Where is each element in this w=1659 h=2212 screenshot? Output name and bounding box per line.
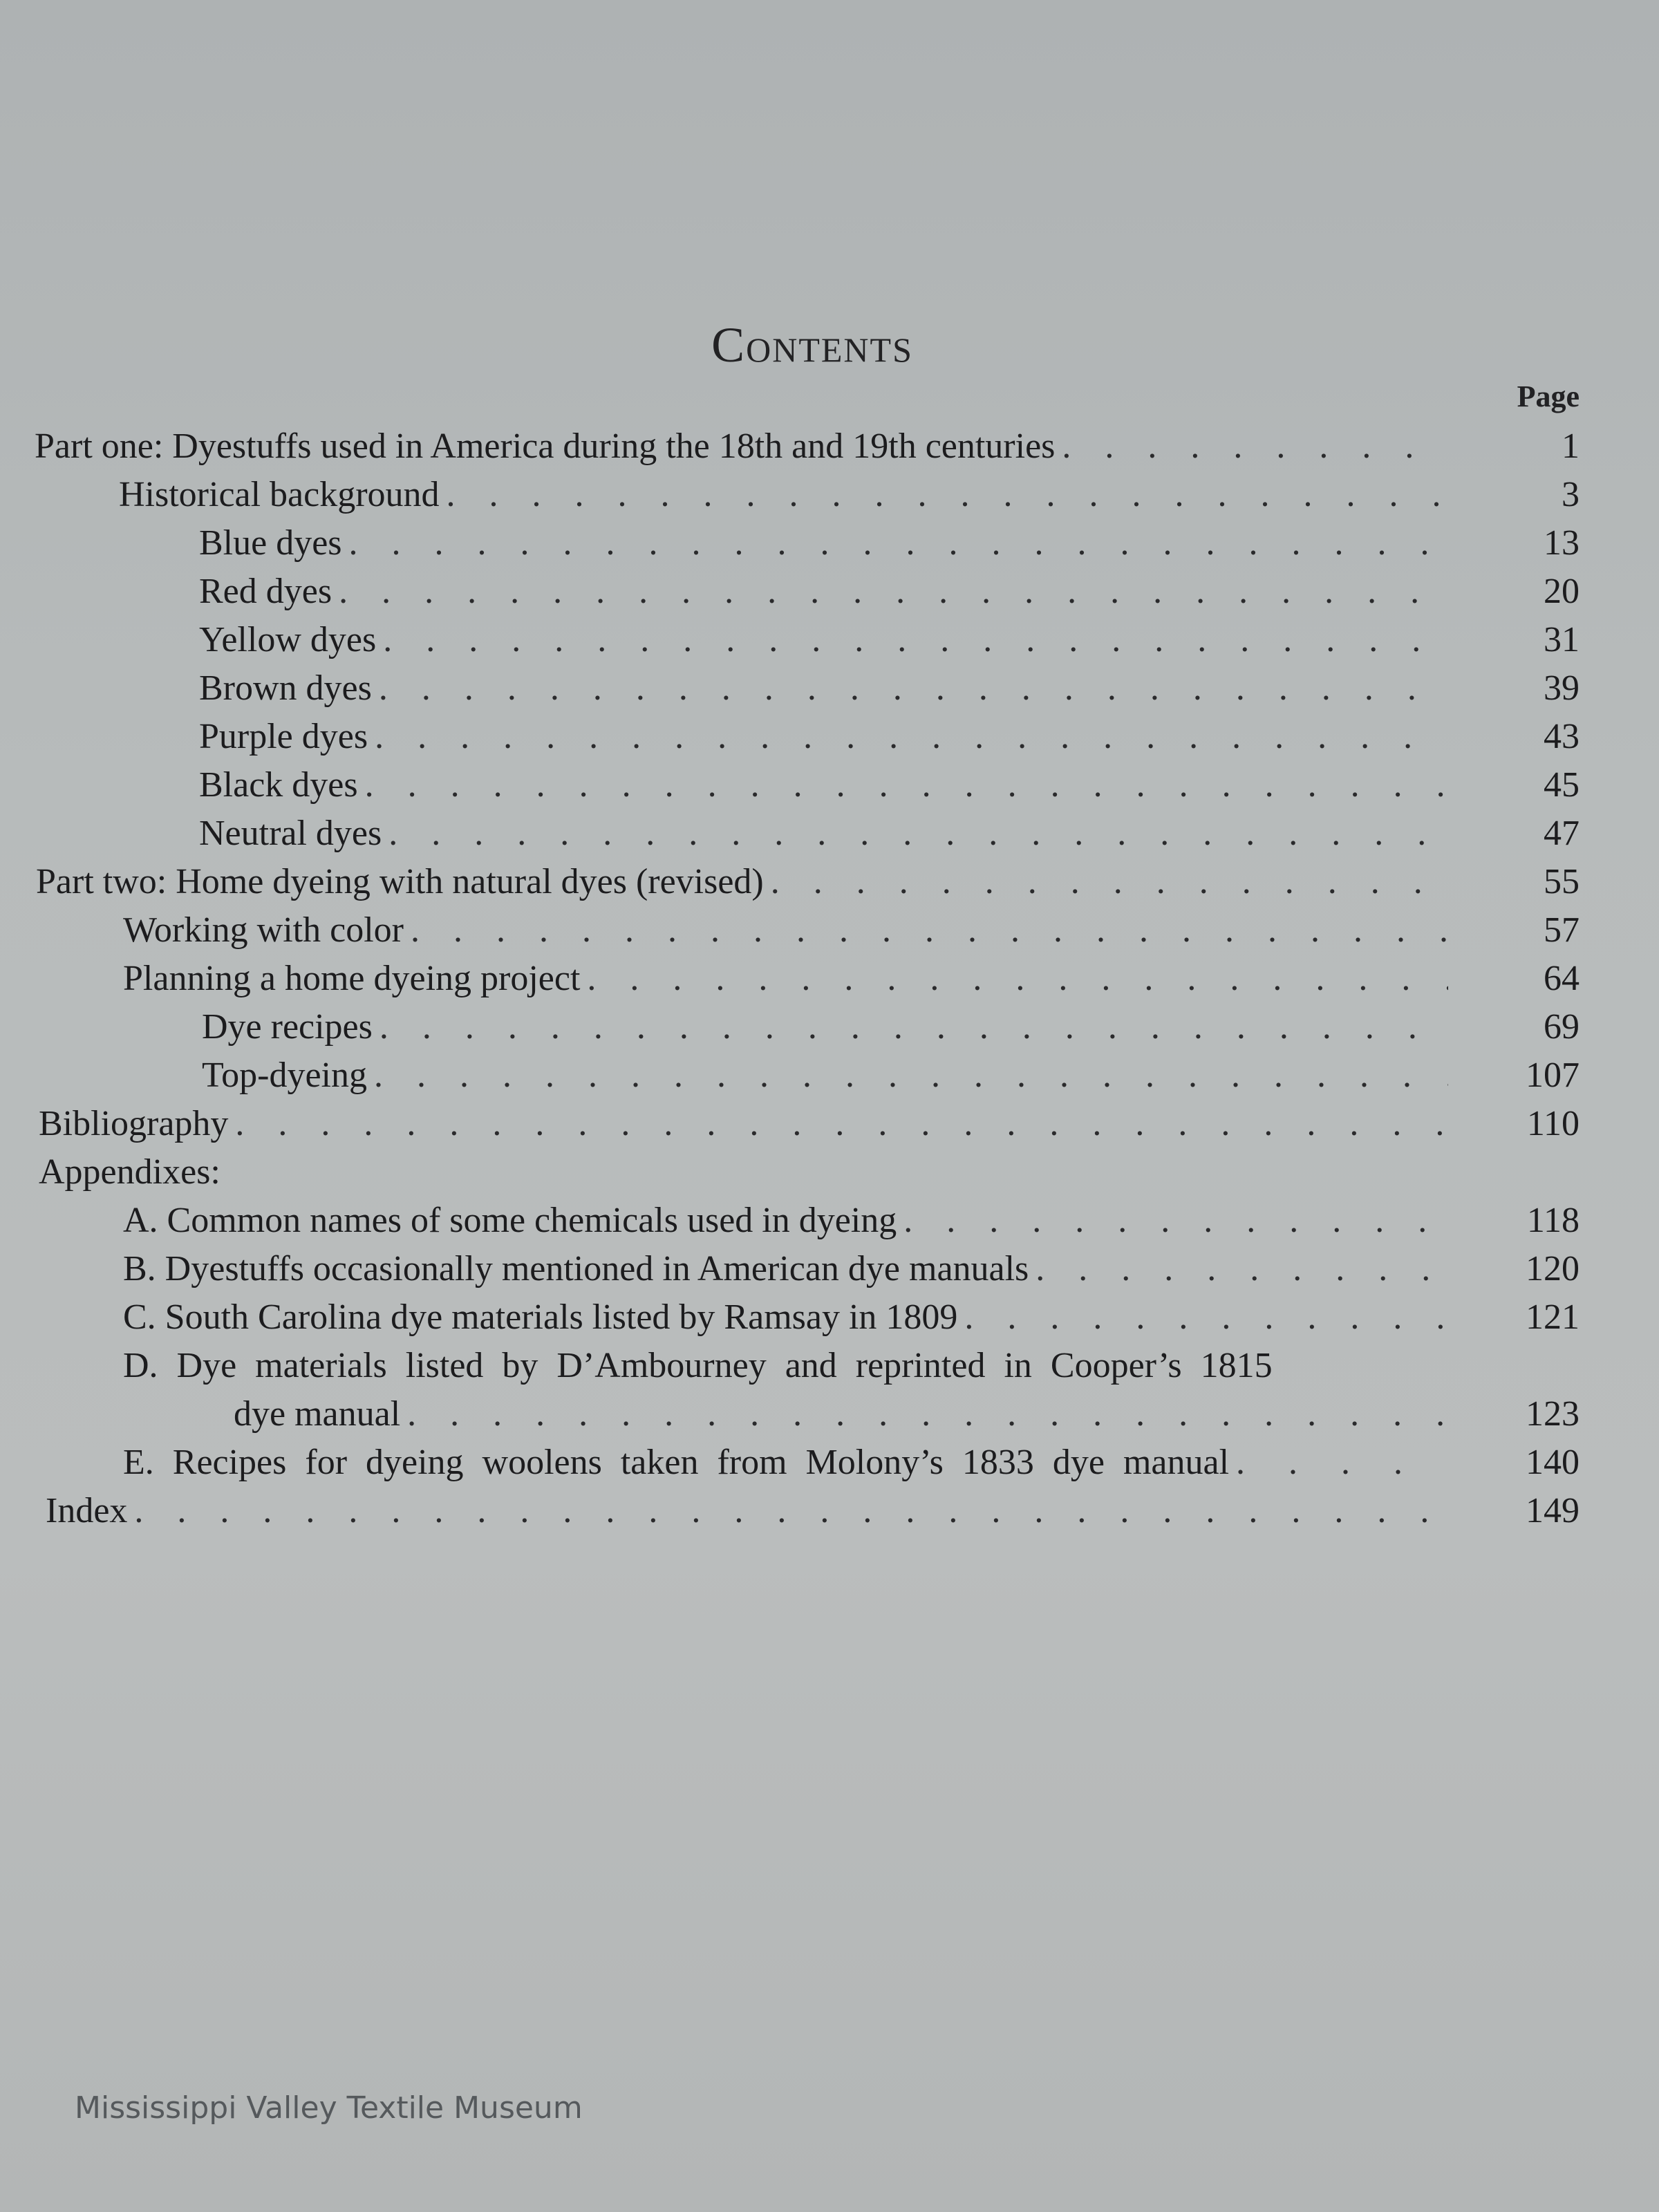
dot-leader	[383, 616, 1448, 664]
toc-entry-text: Purple dyes	[199, 717, 368, 756]
toc-entry	[0, 471, 1659, 519]
dot-leader	[388, 809, 1448, 858]
dot-leader	[374, 1051, 1448, 1100]
toc-entry-page: 47	[1544, 814, 1580, 853]
toc-entry-page: 120	[1526, 1249, 1580, 1288]
toc-entry-page: 69	[1544, 1007, 1580, 1047]
toc-entry	[0, 519, 1659, 568]
toc-entry-text: Index	[46, 1491, 128, 1530]
toc-entry-page: 57	[1544, 910, 1580, 950]
toc-entry-text: Blue dyes	[199, 523, 342, 563]
toc-entry-text: Working with color	[123, 910, 404, 950]
toc-entry-text: Dye recipes	[202, 1007, 373, 1047]
toc-entry	[0, 761, 1659, 809]
toc-entry-text: C. South Carolina dye materials listed by Ramsay in 1809	[123, 1297, 958, 1337]
toc-entry	[0, 568, 1659, 616]
dot-leader	[1062, 422, 1448, 471]
toc-entry-text: Bibliography	[39, 1104, 229, 1143]
toc-entry-text: Appendixes:	[39, 1152, 221, 1192]
dot-leader	[903, 1197, 1448, 1245]
toc-entry-page: 149	[1526, 1491, 1580, 1530]
dot-leader	[365, 761, 1448, 809]
toc-entry	[0, 1100, 1659, 1148]
toc-entry-page: 123	[1526, 1394, 1580, 1434]
toc-entry-page: 3	[1562, 475, 1580, 514]
toc-entry	[0, 1051, 1659, 1100]
toc-entry-text: A. Common names of some chemicals used in dyeing	[123, 1201, 897, 1240]
dot-leader	[349, 519, 1448, 568]
toc-entry-text: Red dyes	[199, 572, 332, 611]
toc-entry-text: Neutral dyes	[199, 814, 382, 853]
dot-leader	[379, 664, 1448, 713]
toc-entry	[0, 906, 1659, 955]
toc-entry-page: 55	[1544, 862, 1580, 901]
toc-entry-page: 121	[1526, 1297, 1580, 1337]
toc-entry-text: D. Dye materials listed by D’Ambourney and reprinted in Cooper’s 1815	[123, 1346, 1273, 1385]
toc-entry-page: 20	[1544, 572, 1580, 611]
museum-watermark: Mississippi Valley Textile Museum	[75, 2090, 583, 2126]
toc-entry	[0, 422, 1659, 471]
dot-leader	[771, 858, 1448, 906]
page-column-heading: Page	[1517, 379, 1580, 413]
toc-entry	[0, 1438, 1659, 1487]
dot-leader	[587, 955, 1448, 1003]
toc-entry	[0, 616, 1659, 664]
toc-entry-text: Part one: Dyestuffs used in America during the 18th and 19th centuries	[35, 427, 1056, 466]
toc-entry	[0, 955, 1659, 1003]
toc-entry-text: E. Recipes for dyeing woolens taken from Molony’s 1833 dye manual	[123, 1443, 1230, 1482]
toc-entry-text: dye manual	[234, 1394, 401, 1434]
toc-entry-page: 1	[1562, 427, 1580, 466]
toc-entry	[0, 1342, 1659, 1390]
toc-entry	[0, 1293, 1659, 1342]
dot-leader	[411, 906, 1448, 955]
toc-entry	[0, 1487, 1659, 1535]
toc-entry-text: Part two: Home dyeing with natural dyes (revised)	[36, 862, 764, 901]
toc-entry-page: 13	[1544, 523, 1580, 563]
toc-entry-page: 110	[1526, 1104, 1580, 1143]
toc-entry-text: Brown dyes	[199, 668, 372, 708]
toc-entry	[0, 664, 1659, 713]
dot-leader	[1035, 1245, 1448, 1293]
toc-entry-page: 118	[1526, 1201, 1580, 1240]
dot-leader	[339, 568, 1448, 616]
dot-leader	[1236, 1438, 1448, 1487]
toc-entry-page: 43	[1544, 717, 1580, 756]
page-title: Contents	[711, 317, 913, 373]
toc-entry	[0, 713, 1659, 761]
toc-entry-text: Yellow dyes	[199, 620, 377, 659]
dot-leader	[447, 471, 1448, 519]
toc-entry-page: 45	[1544, 765, 1580, 805]
toc-entry-text: Top-dyeing	[202, 1056, 367, 1095]
toc-entry	[0, 809, 1659, 858]
toc-entry-text: Historical background	[119, 475, 440, 514]
dot-leader	[964, 1293, 1448, 1342]
toc-entry	[0, 858, 1659, 906]
dot-leader	[407, 1390, 1448, 1438]
toc-entry-page: 31	[1544, 620, 1580, 659]
toc-entry-page: 140	[1526, 1443, 1580, 1482]
toc-entry	[0, 1197, 1659, 1245]
dot-leader	[235, 1100, 1448, 1148]
toc-entry-continuation	[0, 1390, 1659, 1438]
toc-entry-text: Black dyes	[199, 765, 358, 805]
toc-entry-page: 64	[1544, 959, 1580, 998]
toc-entry	[0, 1003, 1659, 1051]
dot-leader	[375, 713, 1448, 761]
toc-entry-page: 107	[1526, 1056, 1580, 1095]
toc-entry-text: B. Dyestuffs occasionally mentioned in American dye manuals	[123, 1249, 1029, 1288]
toc-entry-page: 39	[1544, 668, 1580, 708]
toc-entry	[0, 1245, 1659, 1293]
toc-entry-text: Planning a home dyeing project	[123, 959, 581, 998]
dot-leader	[379, 1003, 1448, 1051]
toc-section-heading	[0, 1148, 1659, 1197]
dot-leader	[134, 1487, 1448, 1535]
